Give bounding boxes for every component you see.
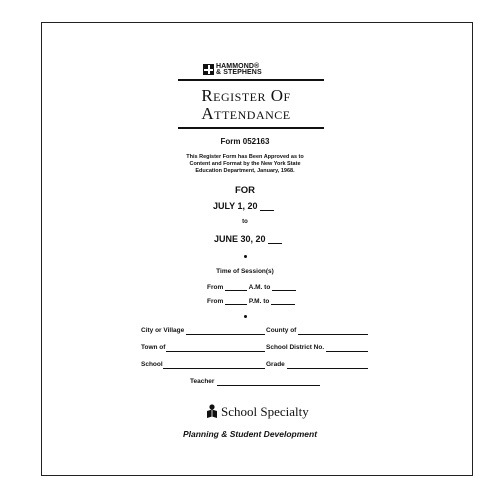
to-label: to: [242, 219, 248, 225]
title-line-1: Register Of: [201, 86, 291, 105]
form-number: Form 052163: [220, 137, 270, 146]
pm-start-blank[interactable]: [225, 297, 247, 305]
date-start-row: [213, 201, 274, 211]
pm-end-blank[interactable]: [271, 297, 295, 305]
town-of-label: Town of: [141, 344, 166, 351]
county-of-field[interactable]: [298, 334, 368, 335]
session-row-pm: From P.M. to: [207, 297, 295, 305]
title-rule-top: [178, 79, 324, 81]
teacher-label: Teacher: [190, 378, 215, 385]
brand-name: HAMMOND® & STEPHENS: [216, 63, 262, 76]
date-start-blank[interactable]: [260, 201, 274, 211]
am-end-blank[interactable]: [272, 283, 296, 291]
teacher-field[interactable]: [217, 385, 320, 386]
separator-dot: [244, 315, 247, 318]
town-of-field[interactable]: [166, 351, 265, 352]
city-or-village-field[interactable]: [186, 334, 265, 335]
city-or-village-label: City or Village: [141, 327, 185, 334]
date-end-blank[interactable]: [268, 234, 282, 244]
approval-text: This Register Form has Been Approved as to Content and Format by the New York State Education Department, January, 1968.: [186, 154, 304, 174]
for-label: FOR: [234, 185, 256, 196]
school-specialty-icon: [205, 404, 219, 420]
time-of-session-heading: Time of Session(s): [216, 268, 274, 275]
school-label: School: [141, 361, 163, 368]
date-start: JULY 1, 20: [213, 201, 258, 211]
county-of-label: County of: [266, 327, 297, 334]
title-rule-bottom: [178, 127, 324, 129]
school-field[interactable]: [163, 368, 265, 369]
date-end-row: [214, 234, 282, 244]
brand-cross-icon: [203, 64, 214, 75]
publisher-name: School Specialty: [221, 404, 309, 419]
date-end: JUNE 30, 20: [214, 234, 266, 244]
separator-dot: [244, 255, 247, 258]
grade-field[interactable]: [287, 368, 368, 369]
session-row-am: From A.M. to: [207, 283, 296, 291]
school-district-field[interactable]: [326, 351, 368, 352]
grade-label: Grade: [266, 361, 285, 368]
title-line-2: Attendance: [201, 104, 291, 123]
school-district-label: School District No.: [266, 344, 325, 351]
brand-logo: [203, 64, 293, 76]
am-start-blank[interactable]: [225, 283, 247, 291]
publisher-logo: [205, 404, 325, 420]
publisher-tagline: Planning & Student Development: [182, 429, 318, 439]
